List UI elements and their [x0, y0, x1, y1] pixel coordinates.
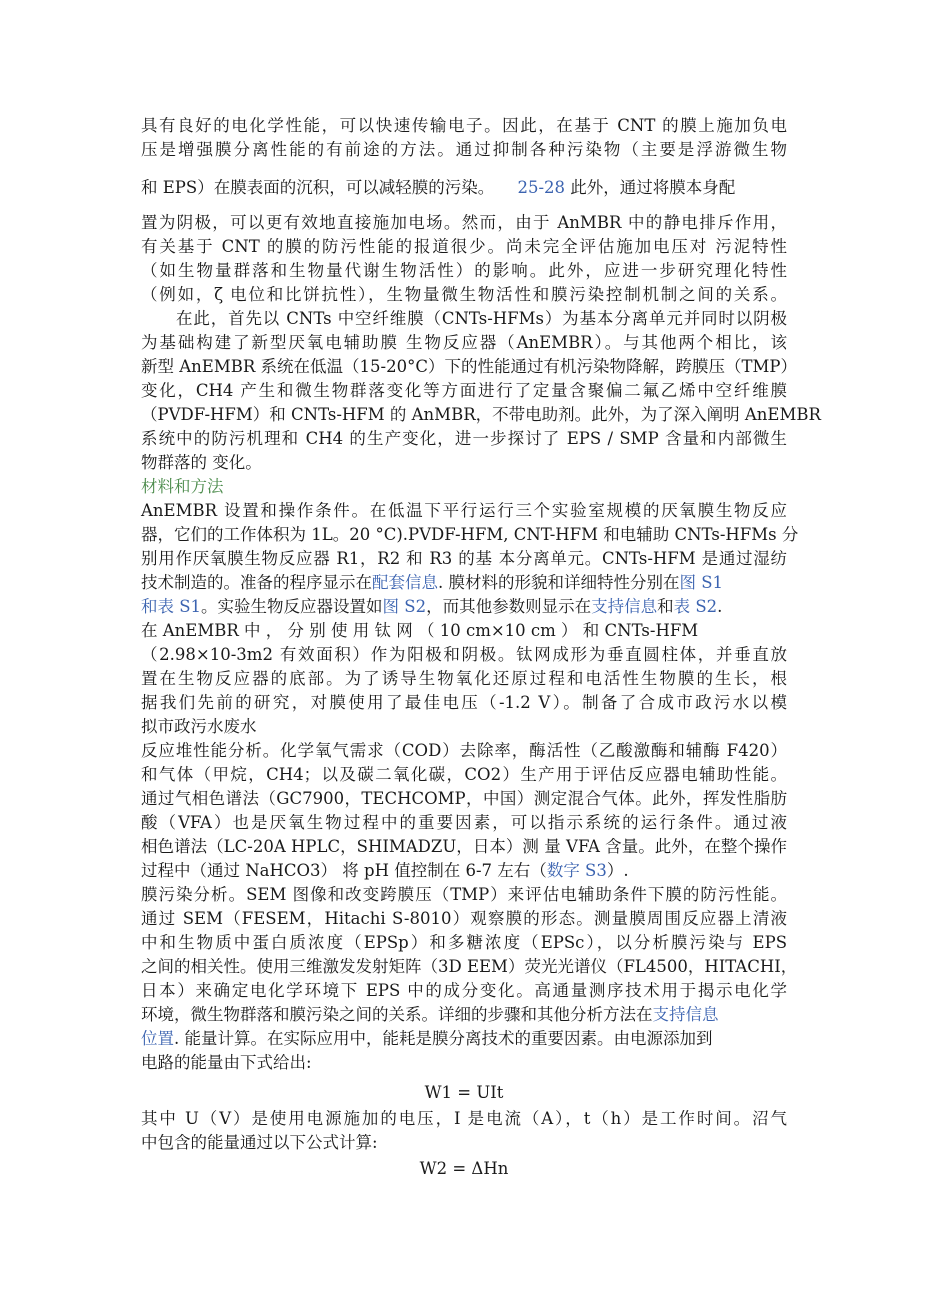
text-line: 置为阴极，可以更有效地直接施加电场。然而，由于 AnMBR 中的静电排斥作用， — [141, 213, 787, 232]
equation: W1 = UIt — [424, 1083, 504, 1102]
text-span: 环境，微生物群落和膜污染之间的关系。详细的步骤和其他分析方法在 — [141, 1005, 653, 1024]
text-span: 技术制造的。准备的程序显示在 — [141, 573, 372, 592]
text-line: 系统中的防污机理和 CH4 的生产变化，进一步探讨了 EPS / SMP 含量和内部微生 — [141, 429, 787, 448]
text-line: 和气体（甲烷，CH4；以及碳二氧化碳，CO2）生产用于评估反应器电辅助性能。 — [141, 765, 787, 784]
figure-s1-link[interactable]: 图 S1 — [679, 573, 724, 592]
text-line: 酸（VFA）也是厌氧生物过程中的重要因素，可以指示系统的运行条件。通过液 — [141, 813, 787, 832]
text-line: 置在生物反应器的底部。为了诱导生物氧化还原过程和电活性生物膜的生长，根 — [141, 669, 787, 688]
text-line — [141, 596, 787, 619]
text-line: 其中 U（V）是使用电源施加的电压，I 是电流（A），t（h）是工作时间。沼气 — [141, 1109, 787, 1128]
text-line: 据我们先前的研究，对膜使用了最佳电压（-1.2 V）。制备了合成市政污水以模 — [141, 693, 787, 712]
section-heading: 材料和方法 — [141, 477, 224, 496]
text-line: 物群落的 变化。 — [141, 453, 262, 472]
text-line: （2.98×10-3m2 有效面积）作为阳极和阴极。钛网成形为垂直圆柱体，并垂直放 — [141, 645, 787, 664]
table-s2-link[interactable]: 表 S2 — [673, 597, 718, 616]
text-span: 和 — [657, 597, 674, 616]
text-span: 过程中（通过 NaHCO3） 将 pH 值控制在 6-7 左右（ — [141, 861, 547, 880]
text-line: 为基础构建了新型厌氧电辅助膜 生物反应器（AnEMBR）。与其他两个相比，该 — [141, 333, 787, 352]
text-span: . 能量计算。在实际应用中，能耗是膜分离技术的重要因素。由电源添加到 — [174, 1029, 713, 1048]
figure-s2-link[interactable]: 图 S2 — [382, 597, 427, 616]
text-line — [141, 572, 787, 595]
text-line: 在此，首先以 CNTs 中空纤维膜（CNTs-HFMs）为基本分离单元并同时以阴极 — [176, 309, 787, 328]
text-span: ）. — [606, 861, 629, 880]
citation-link[interactable]: 25-28 — [517, 178, 566, 197]
supporting-info-link[interactable]: 配套信息 — [372, 573, 438, 592]
text-line: 有关基于 CNT 的膜的防污性能的报道很少。尚未完全评估施加电压对 污泥特性 — [141, 237, 787, 256]
text-line: 在 AnEMBR 中 ， 分 别 使 用 钛 网 （ 10 cm×10 cm ） 和 CNTs-HFM — [141, 621, 699, 640]
location-link[interactable]: 位置 — [141, 1029, 174, 1048]
text-line: 变化，CH4 产生和微生物群落变化等方面进行了定量含聚偏二氟乙烯中空纤维膜 — [141, 381, 787, 400]
text-line: 膜污染分析。SEM 图像和改变跨膜压（TMP）来评估电辅助条件下膜的防污性能。 — [141, 885, 787, 904]
text-line: 反应堆性能分析。化学氧气需求（COD）去除率，酶活性（乙酸激酶和辅酶 F420） — [141, 741, 787, 760]
text-line — [141, 1028, 787, 1051]
text-line: （如生物量群落和生物量代谢生物活性）的影响。此外，应进一步研究理化特性 — [141, 261, 787, 280]
supporting-info-link[interactable]: 支持信息 — [652, 1005, 719, 1024]
text-line: 通过 SEM（FESEM，Hitachi S-8010）观察膜的形态。测量膜周围反应器上清液 — [141, 909, 787, 928]
text-line: 之间的相关性。使用三维激发发射矩阵（3D EEM）荧光光谱仪（FL4500，HITACHI， — [141, 957, 798, 976]
text-line: 别用作厌氧膜生物反应器 R1，R2 和 R3 的基 本分离单元。CNTs-HFM 是通过湿纺 — [141, 549, 787, 568]
text-line: AnEMBR 设置和操作条件。在低温下平行运行三个实验室规模的厌氧膜生物反应 — [141, 501, 787, 520]
text-line: 通过气相色谱法（GC7900，TECHCOMP，中国）测定混合气体。此外，挥发性脂肪 — [141, 789, 787, 808]
text-span: . 膜材料的形貌和详细特性分别在 — [438, 573, 680, 592]
text-line: 器，它们的工作体积为 1L。20 °C).PVDF-HFM, CNT-HFM 和电辅助 CNTs-HFMs 分 — [141, 525, 799, 544]
text-line — [141, 177, 787, 200]
text-span: 此外，通过将膜本身配 — [570, 178, 736, 197]
text-span: . — [717, 597, 723, 616]
text-line — [141, 860, 787, 883]
text-line: 相色谱法（LC-20A HPLC，SHIMADZU，日本）测 量 VFA 含量。此外，在整个操作 — [141, 837, 787, 856]
text-line: 压是增强膜分离性能的有前途的方法。通过抑制各种污染物（主要是浮游微生物 — [141, 140, 787, 159]
text-line: 中和生物质中蛋白质浓度（EPSp）和多糖浓度（EPSc），以分析膜污染与 EPS — [141, 933, 787, 952]
text-line: 中包含的能量通过以下公式计算: — [141, 1133, 378, 1152]
text-line: 新型 AnEMBR 系统在低温（15-20°C）下的性能通过有机污染物降解，跨膜压（TMP） — [141, 357, 797, 376]
text-line: （PVDF-HFM）和 CNTs-HFM 的 AnMBR，不带电助剂。此外，为了深入阐明 AnEMBR — [141, 405, 821, 424]
text-line: 具有良好的电化学性能，可以快速传输电子。因此，在基于 CNT 的膜上施加负电 — [141, 116, 787, 135]
text-span: ，而其他参数则显示在 — [426, 597, 592, 616]
text-line — [141, 1004, 787, 1027]
text-line: （例如，ζ 电位和比饼抗性），生物量微生物活性和膜污染控制机制之间的关系。 — [141, 285, 787, 304]
text-line: 电路的能量由下式给出: — [141, 1053, 312, 1072]
text-span: 和 EPS）在膜表面的沉积，可以减轻膜的污染。 — [141, 178, 495, 197]
supporting-info-link[interactable]: 支持信息 — [591, 597, 658, 616]
figure-s3-link[interactable]: 数字 S3 — [546, 861, 607, 880]
text-span: 。实验生物反应器设置如 — [201, 597, 383, 616]
text-line: 拟市政污水废水 — [141, 717, 257, 736]
text-line: 日本）来确定电化学环境下 EPS 中的成分变化。高通量测序技术用于揭示电化学 — [141, 981, 787, 1000]
equation: W2 = ΔHn — [419, 1159, 509, 1178]
table-s1-link[interactable]: 和表 S1 — [141, 597, 202, 616]
